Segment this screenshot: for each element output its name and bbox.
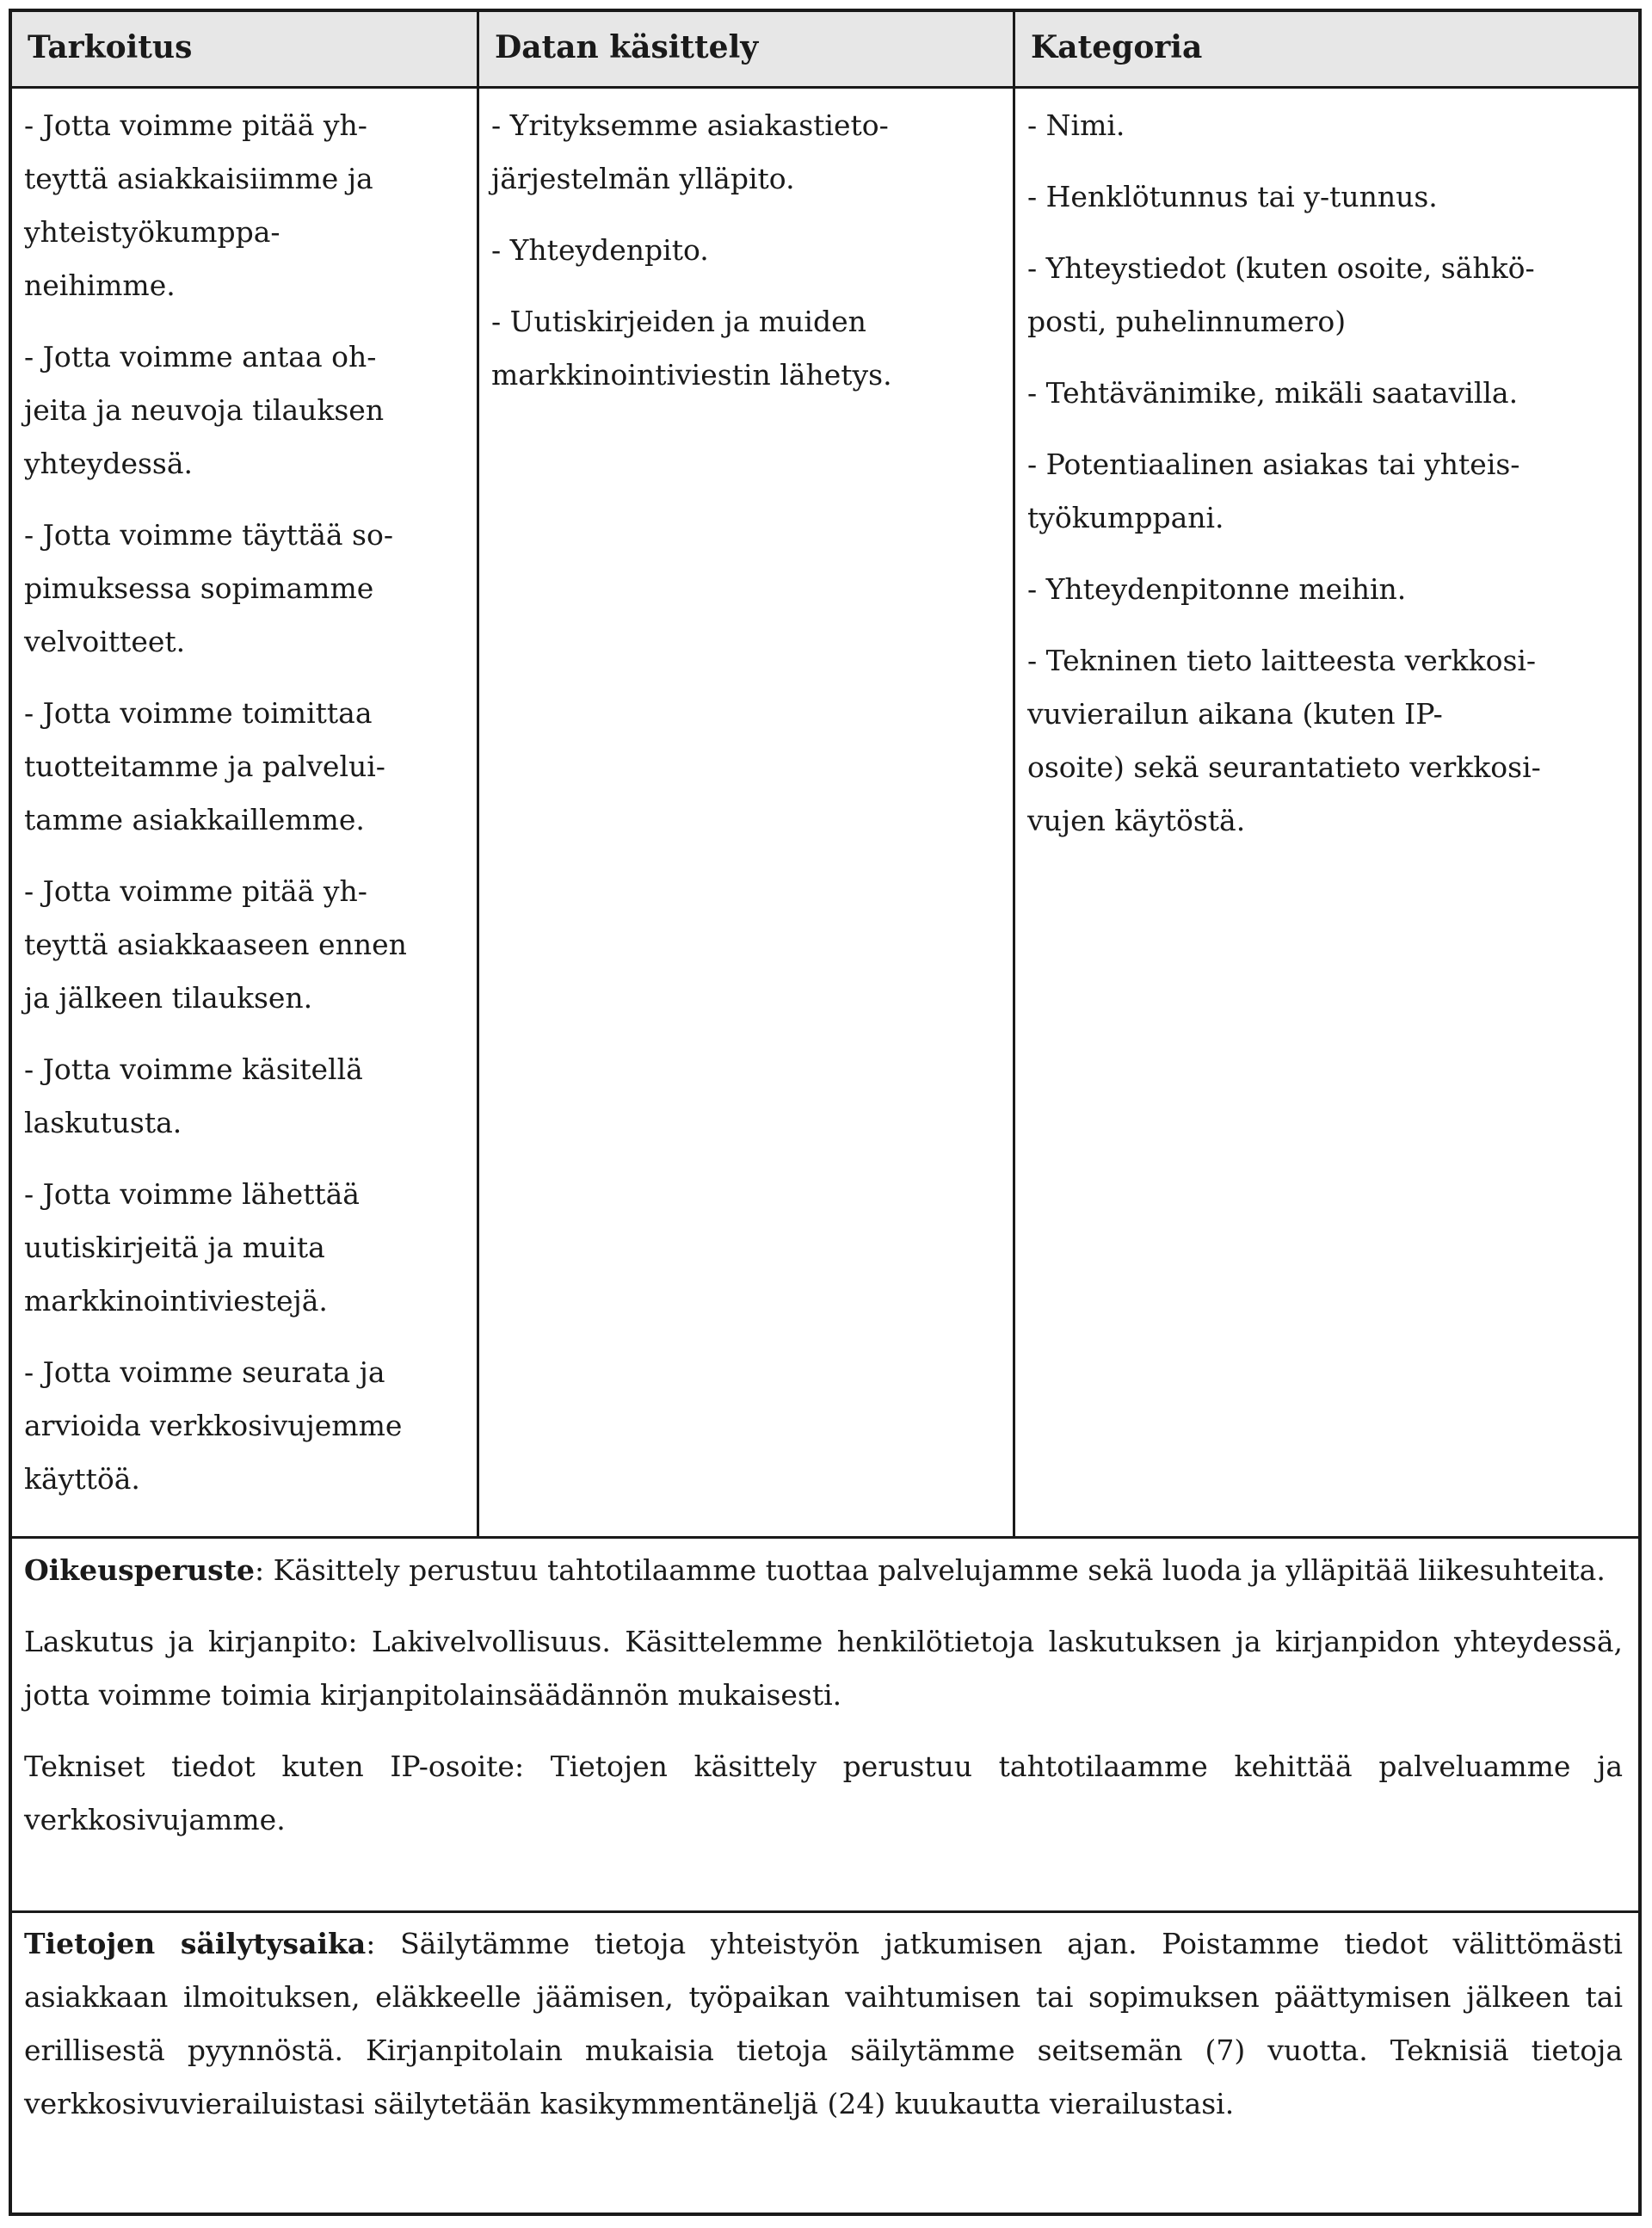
purpose-item-line: arvioida verkkosivujemme: [24, 1409, 403, 1442]
technical-paragraph: Tekniset tiedot kuten IP-osoite: Tietojen käsittely perustuu tahtotilaamme kehittää palveluamme ja verkkosivujamme.: [24, 1750, 1623, 1836]
privacy-table: [9, 9, 1642, 2216]
purpose-item: [24, 1346, 463, 1506]
purpose-item-line: käyttöä.: [24, 1462, 140, 1496]
purpose-item-line: - Jotta voimme täyttää so-: [24, 518, 393, 552]
purpose-item-line: jeita ja neuvoja tilauksen: [24, 393, 385, 427]
category-item: [1027, 634, 1624, 848]
processing-item-line: - Yhteydenpito.: [491, 233, 709, 267]
legal-basis-section: [12, 1544, 1638, 1865]
purpose-item-line: - Jotta voimme antaa oh-: [24, 340, 377, 373]
retention-label: Tietojen säilytysaika: [24, 1927, 367, 1960]
category-item: [1027, 563, 1624, 616]
purpose-item: [24, 687, 463, 847]
purpose-item-line: - Jotta voimme seurata ja: [24, 1355, 385, 1389]
processing-item-line: järjestelmän ylläpito.: [491, 162, 795, 195]
processing-item: [491, 99, 999, 206]
table-header-row: [12, 12, 1638, 89]
purpose-item-line: markkinointiviestejä.: [24, 1284, 328, 1318]
processing-item: [491, 224, 999, 277]
purpose-item-line: - Jotta voimme pitää yh-: [24, 108, 367, 142]
header-category: Kategoria: [1031, 29, 1203, 65]
category-item-line: - Nimi.: [1027, 108, 1125, 142]
purpose-item: [24, 1043, 463, 1150]
category-item-line: osoite) sekä seurantatieto verkkosi-: [1027, 750, 1541, 784]
category-item-line: - Tehtävänimike, mikäli saatavilla.: [1027, 376, 1519, 410]
header-processing: Datan käsittely: [495, 29, 759, 65]
purpose-item-line: tuotteitamme ja palvelui-: [24, 750, 385, 783]
section-divider: [12, 1910, 1638, 1913]
purpose-item: [24, 509, 463, 669]
purpose-item-line: laskutusta.: [24, 1106, 182, 1139]
category-item-line: - Tekninen tieto laitteesta verkkosi-: [1027, 644, 1537, 677]
retention-text: : Säilytämme tietoja yhteistyön jatkumisen ajan. Poistamme tiedot välittömästi asiakkaan ilmoituksen, eläkkeelle jäämisen, työpaikan vaihtumisen tai sopimuksen päättymisen jälkeen tai erillisestä pyynnöstä. Kirjanpitolain mukaisia tietoja säilytämme seitsemän (7) vuotta. Teknisiä tietoja verkkosivuvierailuistasi säilytetään kasikymmentäneljä (24) kuukautta vierailustasi.: [24, 1927, 1623, 2120]
category-item-line: työkumppani.: [1027, 501, 1224, 534]
category-item-line: - Henklötunnus tai y-tunnus.: [1027, 180, 1438, 213]
purpose-item: [24, 1168, 463, 1328]
legal-basis-text: : Käsittely perustuu tahtotilaamme tuottaa palvelujamme sekä luoda ja ylläpitää liikesuhteita.: [254, 1553, 1606, 1587]
processing-column: [479, 89, 1013, 1536]
purpose-item-line: velvoitteet.: [24, 625, 186, 658]
purpose-column: [12, 89, 477, 1536]
purpose-item-line: pimuksessa sopimamme: [24, 571, 374, 605]
purpose-item-line: ja jälkeen tilauksen.: [24, 981, 313, 1015]
purpose-item-line: uutiskirjeitä ja muita: [24, 1231, 325, 1264]
category-item: [1027, 242, 1624, 349]
purpose-item: [24, 865, 463, 1025]
purpose-item-line: yhteistyökumppa-: [24, 215, 280, 249]
section-divider: [12, 1536, 1638, 1539]
purpose-item: [24, 330, 463, 491]
processing-item-line: - Uutiskirjeiden ja muiden: [491, 305, 866, 338]
processing-item-line: - Yrityksemme asiakastieto-: [491, 108, 889, 142]
purpose-item-line: - Jotta voimme pitää yh-: [24, 874, 367, 908]
retention-section: [12, 1917, 1638, 2149]
processing-item-line: markkinointiviestin lähetys.: [491, 358, 892, 392]
purpose-item-line: - Jotta voimme toimittaa: [24, 696, 373, 730]
purpose-item: [24, 99, 463, 312]
purpose-item-line: - Jotta voimme lähettää: [24, 1177, 360, 1211]
processing-item: [491, 295, 999, 402]
category-item: [1027, 170, 1624, 224]
legal-basis-paragraph: [24, 1544, 1623, 1597]
purpose-item-line: teyttä asiakkaaseen ennen: [24, 928, 407, 961]
category-item-line: posti, puhelinnumero): [1027, 305, 1347, 338]
category-item-line: - Potentiaalinen asiakas tai yhteis-: [1027, 447, 1520, 481]
category-item-line: vuvierailun aikana (kuten IP-: [1027, 697, 1443, 731]
purpose-item-line: yhteydessä.: [24, 447, 194, 480]
category-item: [1027, 99, 1624, 152]
purpose-item-line: teyttä asiakkaisiimme ja: [24, 162, 373, 195]
category-item-line: vujen käytöstä.: [1027, 804, 1246, 837]
header-purpose: Tarkoitus: [28, 29, 193, 65]
category-item: [1027, 367, 1624, 420]
purpose-item-line: - Jotta voimme käsitellä: [24, 1052, 363, 1086]
billing-paragraph: Laskutus ja kirjanpito: Lakivelvollisuus. Käsittelemme henkilötietoja laskutuksen ja kirjanpidon yhteydessä, jotta voimme toimia kirjanpitolainsäädännön mukaisesti.: [24, 1625, 1623, 1712]
category-item-line: - Yhteystiedot (kuten osoite, sähkö-: [1027, 251, 1535, 285]
category-item: [1027, 438, 1624, 545]
retention-paragraph: [24, 1917, 1623, 2131]
purpose-item-line: neihimme.: [24, 268, 176, 302]
category-column: [1015, 89, 1638, 1536]
category-item-line: - Yhteydenpitonne meihin.: [1027, 572, 1407, 606]
purpose-item-line: tamme asiakkaillemme.: [24, 803, 365, 836]
legal-basis-label: Oikeusperuste: [24, 1553, 255, 1587]
